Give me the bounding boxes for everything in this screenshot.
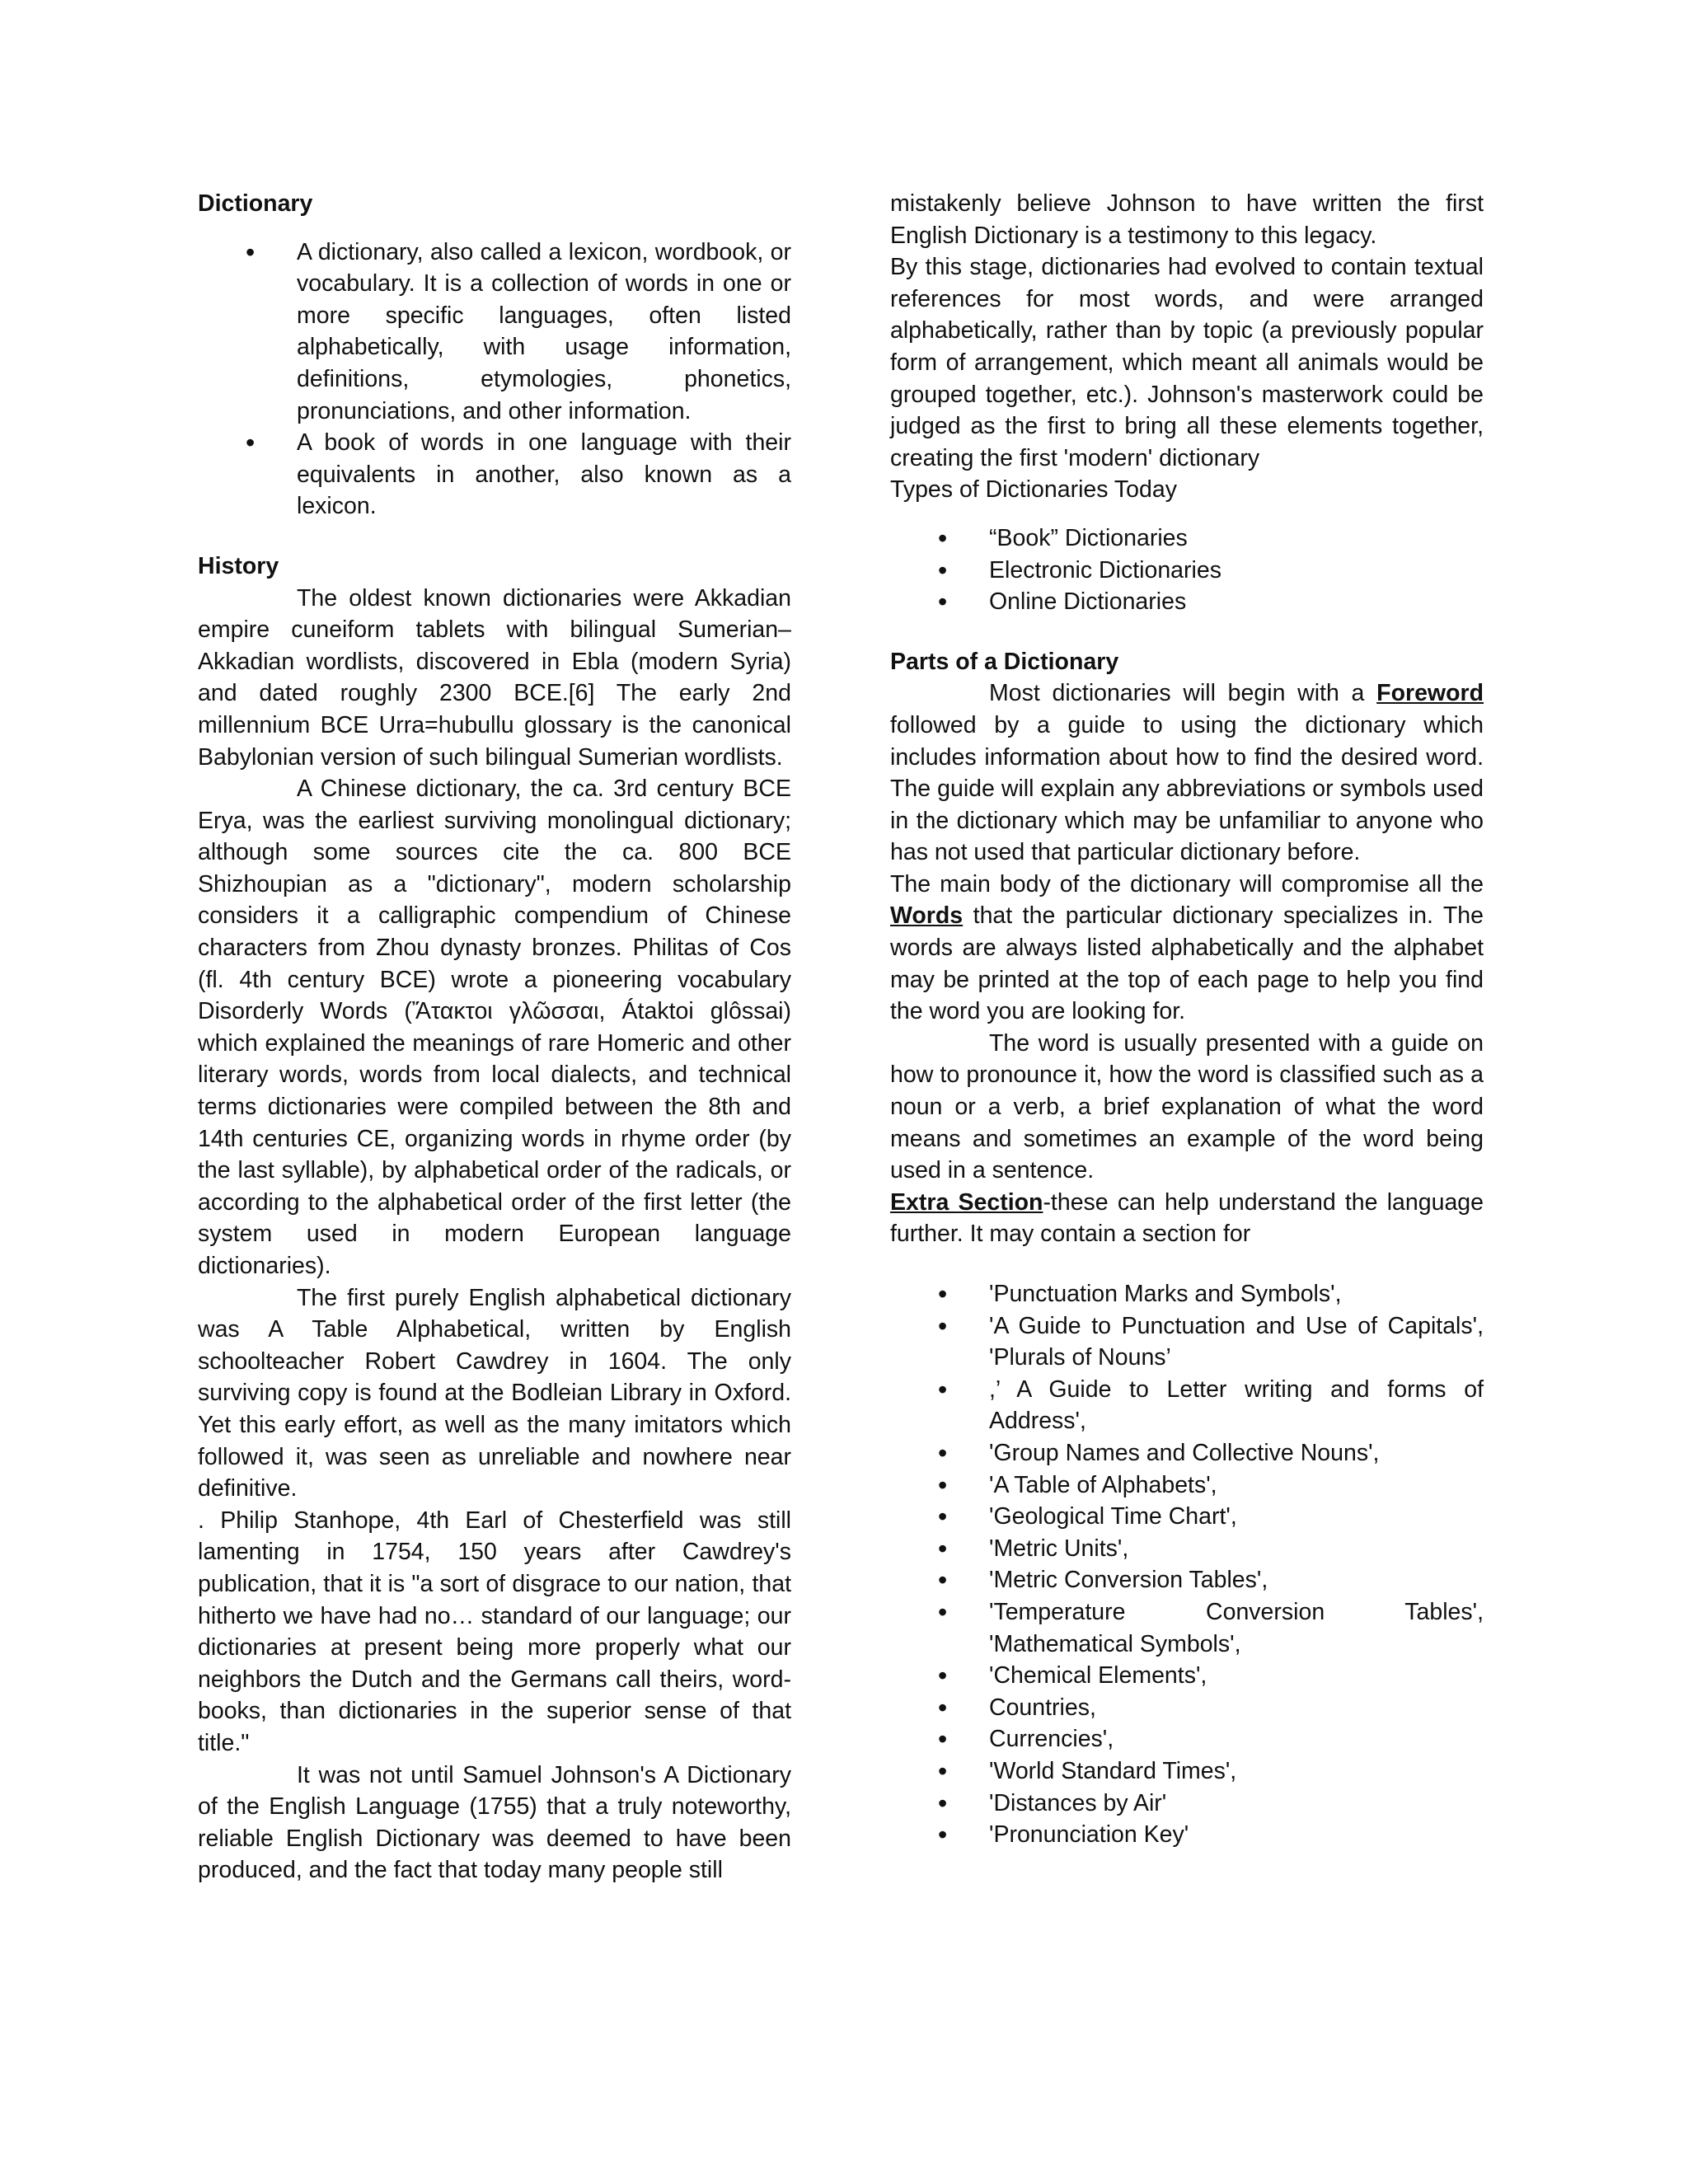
extra-item: • 'World Standard Times', (890, 1755, 1484, 1788)
left-column (198, 188, 791, 1886)
stage-paragraph: By this stage, dictionaries had evolved to contain textual references for most words, and were arranged alphabetically, rather than by topic (a previously popular form of arrangement, which meant all animals would be grouped together, etc.). Johnson's masterwork could be judged as the first to bring all these elements together, creating the first 'modern' dictionary (890, 254, 1484, 471)
types-list (890, 523, 1484, 618)
definition-item: • A dictionary, also called a lexicon, wordbook, or vocabulary. It is a collection of words in one or more specific languages, often listed alphabetically, with usage information, definitions, etymologies, phonetics, pronunciations, and other information. (198, 237, 791, 428)
type-item: • Electronic Dictionaries (890, 555, 1484, 587)
extra-item: • 'Distances by Air' (890, 1788, 1484, 1820)
extra-item: • 'Pronunciation Key' (890, 1819, 1484, 1851)
history-paragraph: The first purely English alphabetical dictionary was A Table Alphabetical, written by English schoolteacher Robert Cawdrey in 1604. The only surviving copy is found at the Bodleian Library in Oxford. Yet this early effort, as well as the many imitators which followed it, was seen as unreliable and nowhere near definitive. (198, 1284, 791, 1502)
extra-item: • 'Punctuation Marks and Symbols', (890, 1278, 1484, 1310)
extra-item: • 'Group Names and Collective Nouns', (890, 1437, 1484, 1469)
body-rest: that the particular dictionary specializes in. The words are always listed alphabetically and the alphabet may be printed at the top of each page to help you find the word you are looking for. (890, 902, 1484, 1025)
history-paragraph: The oldest known dictionaries were Akkadian empire cuneiform tablets with bilingual Sumerian–Akkadian wordlists, discovered in Ebla (modern Syria) and dated roughly 2300 BCE.[6] The early 2nd millennium BCE Urra=hubullu glossary is the canonical Babylonian version of such bilingual Sumerian wordlists. (198, 584, 791, 771)
definition-list (198, 237, 791, 523)
extra-paragraph (890, 1187, 1484, 1250)
extra-item: • 'Metric Conversion Tables', (890, 1564, 1484, 1596)
continuation-paragraph: mistakenly believe Johnson to have written the first English Dictionary is a testimony to this legacy. (890, 190, 1484, 249)
extra-item: • ,’ A Guide to Letter writing and forms of Address', (890, 1374, 1484, 1437)
foreword-paragraph (890, 677, 1484, 869)
type-item: • Online Dictionaries (890, 586, 1484, 618)
extra-term: Extra Section (890, 1188, 1043, 1216)
extra-item: • 'Geological Time Chart', (890, 1501, 1484, 1533)
right-column (890, 188, 1484, 1851)
types-heading: Types of Dictionaries Today (890, 476, 1177, 504)
definition-item: • A book of words in one language with their equivalents in another, also known as a lexicon. (198, 427, 791, 523)
history-heading: History (198, 552, 279, 579)
word-paragraph: The word is usually presented with a guide on how to pronounce it, how the word is classified such as a noun or a verb, a brief explanation of what the word means and sometimes an example of the word being used in a sentence. (890, 1029, 1484, 1184)
extra-rest: -these can help understand the language further. It may contain a section for (890, 1188, 1484, 1248)
history-paragraph: . Philip Stanhope, 4th Earl of Chesterfield was still lamenting in 1754, 150 years after Cawdrey's publication, that it is "a sort of disgrace to our nation, that hitherto we have had no… standard of our language; our dictionaries at present being more properly what our neighbors the Dutch and the Germans call theirs, word-books, than dictionaries in the superior sense of that title." (198, 1507, 791, 1756)
type-item: • “Book” Dictionaries (890, 523, 1484, 555)
extra-item: • 'A Guide to Punctuation and Use of Capitals', 'Plurals of Nouns’ (890, 1310, 1484, 1374)
words-term: Words (890, 902, 964, 930)
extra-list (890, 1278, 1484, 1851)
history-paragraph: It was not until Samuel Johnson's A Dictionary of the English Language (1755) that a truly noteworthy, reliable English Dictionary was deemed to have been produced, and the fact that today many people still (198, 1761, 791, 1884)
foreword-intro: Most dictionaries will begin with a (989, 680, 1365, 707)
extra-item: • Currencies', (890, 1723, 1484, 1755)
body-intro: The main body of the dictionary will compromise all the (890, 870, 1484, 898)
parts-heading: Parts of a Dictionary (890, 648, 1119, 675)
extra-item: • 'Temperature Conversion Tables', 'Mathematical Symbols', (890, 1596, 1484, 1660)
extra-item: • 'A Table of Alphabets', (890, 1469, 1484, 1502)
extra-item: • 'Chemical Elements', (890, 1660, 1484, 1692)
history-paragraph: A Chinese dictionary, the ca. 3rd century BCE Erya, was the earliest surviving monolingual dictionary; although some sources cite the ca. 800 BCE Shizhoupian as a "dictionary", modern scholarship considers it a calligraphic compendium of Chinese characters from Zhou dynasty bronzes. Philitas of Cos (fl. 4th century BCE) wrote a pioneering vocabulary Disorderly Words (Ἄτακτοι γλῶσσαι, Átaktoi glôssai) which explained the meanings of rare Homeric and other literary words, words from local dialects, and technical terms dictionaries were compiled between the 8th and 14th centuries CE, organizing words in rhyme order (by the last syllable), by alphabetical order of the radicals, or according to the alphabetical order of the first letter (the system used in modern European language dictionaries). (198, 776, 791, 1279)
foreword-term: Foreword (1376, 680, 1484, 707)
extra-item: • 'Metric Units', (890, 1533, 1484, 1565)
body-paragraph (890, 869, 1484, 1028)
extra-item: • Countries, (890, 1692, 1484, 1724)
foreword-rest: followed by a guide to using the dictionary which includes information about how to find the desired word. The guide will explain any abbreviations or symbols used in the dictionary which may be unfamiliar to anyone who has not used that particular dictionary before. (890, 711, 1484, 866)
dictionary-heading: Dictionary (198, 190, 313, 217)
